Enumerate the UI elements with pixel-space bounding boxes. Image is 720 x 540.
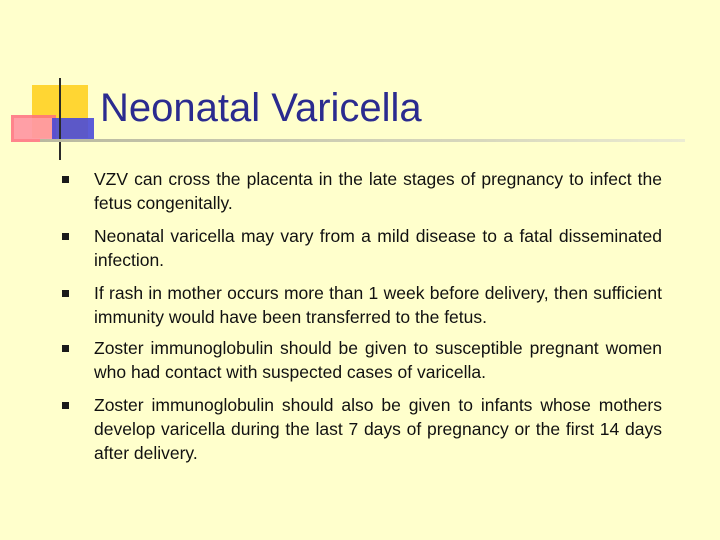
- bullet-item: [62, 224, 662, 272]
- bullet-text: VZV can cross the placenta in the late stages of pregnancy to infect the fetus congenitally.: [94, 169, 662, 213]
- bullet-item: [62, 281, 662, 329]
- bullet-text: Zoster immunoglobulin should be given to susceptible pregnant women who had contact with suspected cases of varicella.: [94, 338, 662, 382]
- bullet-marker-icon: [62, 290, 69, 297]
- bullet-marker-icon: [62, 176, 69, 183]
- bullet-marker-icon: [62, 402, 69, 409]
- bullet-item: [62, 393, 662, 465]
- bullet-item: [62, 336, 662, 384]
- bullet-marker-icon: [62, 233, 69, 240]
- bullet-list: [62, 167, 662, 474]
- title-underline: [40, 139, 685, 142]
- bullet-item: [62, 167, 662, 215]
- bullet-marker-icon: [62, 345, 69, 352]
- bullet-text: If rash in mother occurs more than 1 week before delivery, then sufficient immunity would have been transferred to the fetus.: [94, 283, 662, 327]
- bullet-text: Neonatal varicella may vary from a mild disease to a fatal disseminated infection.: [94, 226, 662, 270]
- slide-title: Neonatal Varicella: [100, 86, 422, 130]
- decor-red-square-inner: [14, 118, 53, 139]
- bullet-text: Zoster immunoglobulin should also be given to infants whose mothers develop varicella during the last 7 days of pregnancy or the first 14 days after delivery.: [94, 395, 662, 463]
